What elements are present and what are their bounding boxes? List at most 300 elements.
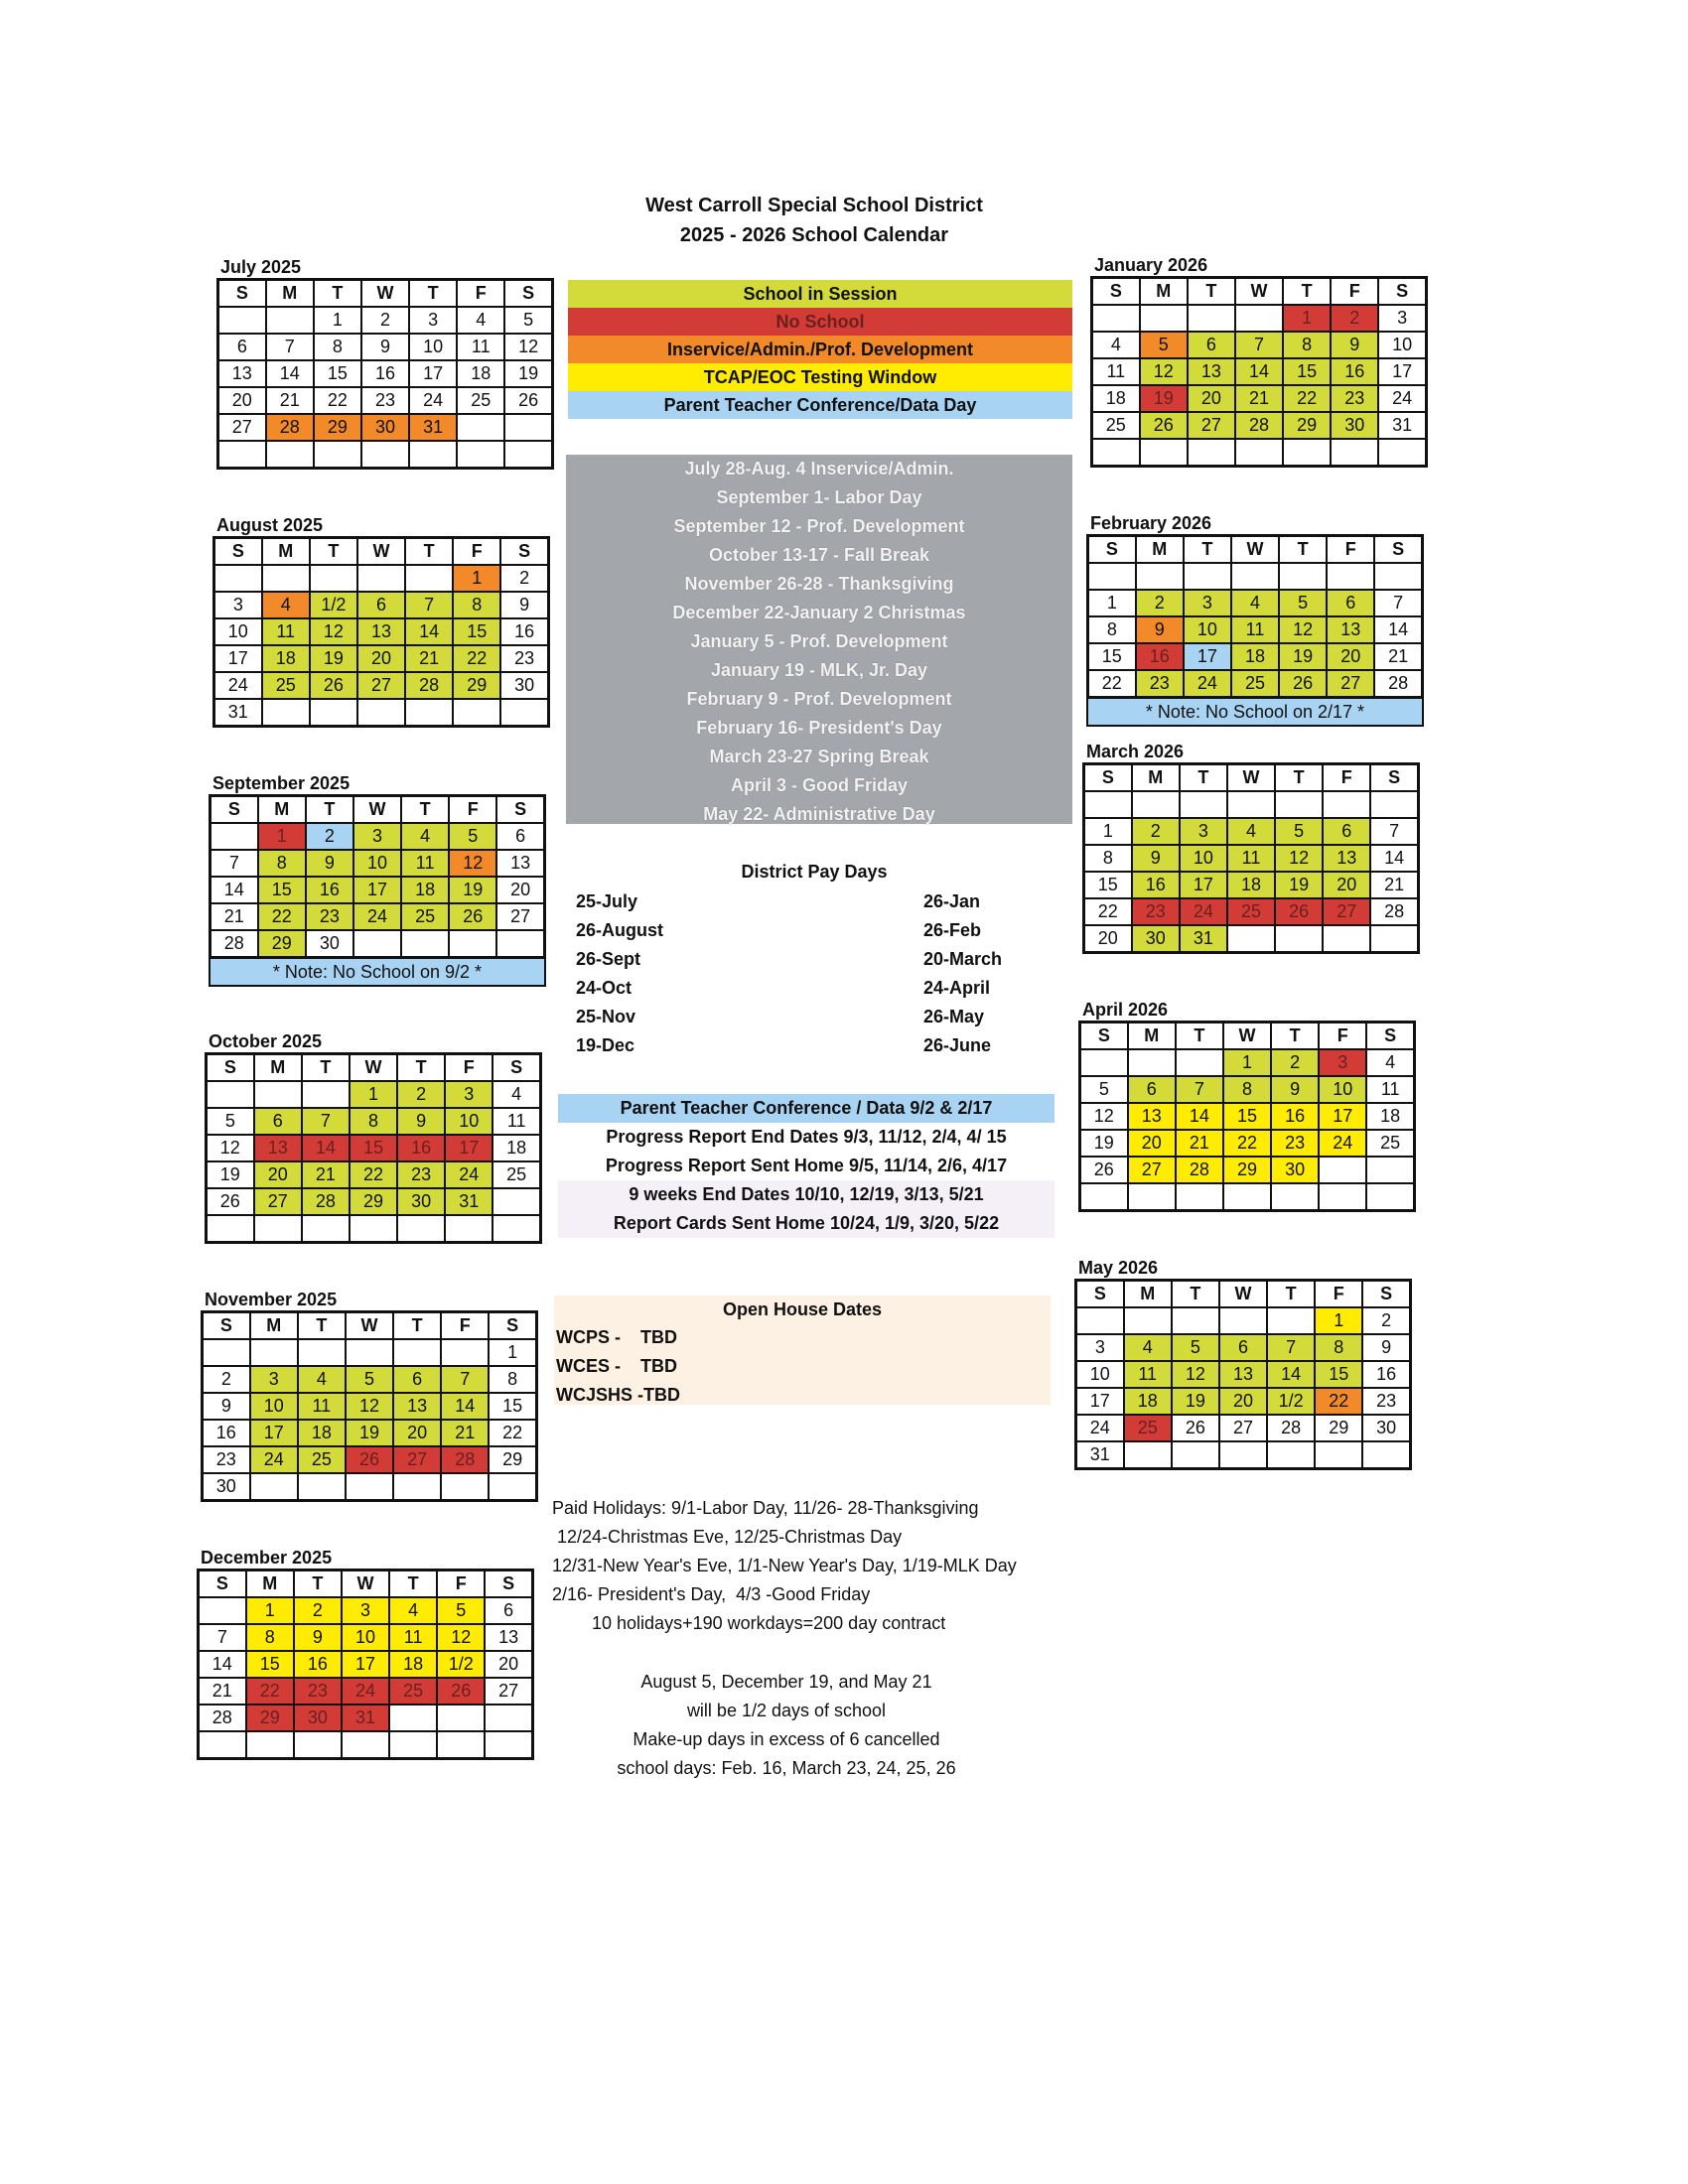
day-cell (1323, 925, 1370, 953)
pay-day: 26-Feb (923, 920, 982, 940)
month-grid (212, 536, 550, 728)
day-cell: 21 (1370, 872, 1418, 898)
weekday-header: M (250, 1312, 298, 1340)
day-cell: 9 (1132, 845, 1180, 872)
day-cell: 16 (306, 877, 353, 903)
day-cell: 27 (1188, 412, 1235, 439)
day-cell: 10 (353, 850, 401, 877)
day-cell: 1 (258, 823, 306, 850)
day-cell: 28 (302, 1188, 350, 1215)
weekday-header: T (1176, 1023, 1223, 1050)
weekday-header: F (1319, 1023, 1366, 1050)
day-cell: 20 (485, 1651, 532, 1678)
weekday-header: T (1271, 1023, 1319, 1050)
half-days-notes (578, 1668, 995, 1783)
day-cell: 1/2 (437, 1651, 485, 1678)
day-cell (1227, 925, 1275, 953)
day-cell (453, 699, 500, 727)
day-cell (1176, 1049, 1223, 1076)
paid-holidays (552, 1494, 1108, 1638)
day-cell: 22 (1084, 898, 1132, 925)
month-grid (216, 278, 554, 470)
day-cell: 24 (1319, 1130, 1366, 1157)
day-cell: 12 (1172, 1361, 1219, 1388)
day-cell: 18 (1231, 643, 1279, 670)
week-row (199, 1705, 533, 1731)
day-cell (1223, 1183, 1271, 1211)
day-cell: 14 (211, 877, 258, 903)
paid-holidays-line: 12/31-New Year's Eve, 1/1-New Year's Day, 1/19-MLK Day (552, 1556, 1017, 1575)
day-cell (389, 1705, 437, 1731)
day-cell: 19 (1275, 872, 1323, 898)
day-cell: 29 (314, 414, 361, 441)
key-events-box (566, 455, 1072, 824)
week-row (1076, 1334, 1411, 1361)
day-cell: 19 (346, 1420, 393, 1446)
day-cell: 7 (1267, 1334, 1315, 1361)
weekday-header: T (1188, 278, 1235, 306)
day-cell: 26 (1172, 1415, 1219, 1441)
day-cell (1184, 563, 1231, 590)
district-title: West Carroll Special School District (645, 195, 983, 216)
day-cell: 29 (350, 1188, 397, 1215)
weekday-header: T (1172, 1281, 1219, 1308)
day-cell: 21 (211, 903, 258, 930)
day-cell: 5 (1279, 590, 1327, 616)
day-cell (457, 414, 504, 441)
day-cell: 26 (449, 903, 496, 930)
weekday-header: T (409, 280, 457, 308)
day-cell: 6 (218, 334, 266, 360)
day-cell: 10 (1184, 616, 1231, 643)
day-cell (254, 1215, 302, 1243)
day-cell: 11 (389, 1624, 437, 1651)
day-cell: 16 (1331, 358, 1378, 385)
day-cell: 18 (457, 360, 504, 387)
weekday-header: F (445, 1054, 492, 1082)
weekday-header: S (492, 1054, 540, 1082)
day-cell: 21 (302, 1161, 350, 1188)
day-cell: 16 (1362, 1361, 1410, 1388)
day-cell (489, 1473, 536, 1501)
day-cell: 8 (1283, 332, 1331, 358)
weekday-header: S (1092, 278, 1140, 306)
day-cell: 26 (1279, 670, 1327, 698)
month-september-2025 (209, 772, 546, 987)
day-cell (492, 1188, 540, 1215)
day-cell (485, 1731, 532, 1759)
pay-day: 24-Oct (576, 978, 633, 998)
day-cell (1172, 1441, 1219, 1469)
day-cell: 26 (1080, 1157, 1128, 1183)
day-cell: 22 (453, 645, 500, 672)
day-cell: 16 (397, 1135, 445, 1161)
day-cell (1180, 791, 1227, 818)
day-cell: 20 (357, 645, 405, 672)
day-cell: 27 (1219, 1415, 1267, 1441)
legend-parent-teacher-conference: Parent Teacher Conference/Data Day (568, 391, 1072, 419)
weekday-header: F (1327, 536, 1374, 564)
day-cell: 27 (1323, 898, 1370, 925)
day-cell (1088, 563, 1136, 590)
day-cell: 1 (246, 1597, 294, 1624)
day-cell (441, 1473, 489, 1501)
day-cell (250, 1339, 298, 1366)
day-cell: 30 (500, 672, 548, 699)
day-cell: 23 (397, 1161, 445, 1188)
day-cell: 4 (492, 1081, 540, 1108)
day-cell: 8 (453, 592, 500, 618)
week-row (1084, 818, 1419, 845)
day-cell (254, 1081, 302, 1108)
day-cell (1219, 1441, 1267, 1469)
day-cell: 28 (199, 1705, 246, 1731)
day-cell: 3 (1378, 305, 1426, 332)
day-cell: 8 (258, 850, 306, 877)
day-cell: 17 (353, 877, 401, 903)
paid-holidays-line: Paid Holidays: 9/1-Labor Day, 11/26- 28-Thanksgiving (552, 1498, 979, 1518)
day-cell: 2 (1271, 1049, 1319, 1076)
day-cell (310, 565, 357, 592)
day-cell (393, 1339, 441, 1366)
weekday-header: S (1370, 764, 1418, 792)
day-cell (302, 1081, 350, 1108)
no-school-note: * Note: No School on 9/2 * (209, 959, 546, 987)
day-cell: 16 (361, 360, 409, 387)
day-cell: 14 (199, 1651, 246, 1678)
day-cell: 7 (1176, 1076, 1223, 1103)
pay-day: 25-July (576, 891, 638, 911)
day-cell (445, 1215, 492, 1243)
day-cell (1172, 1307, 1219, 1334)
day-cell: 24 (353, 903, 401, 930)
day-cell (218, 441, 266, 469)
open-house-dates (554, 1296, 1051, 1405)
month-march-2026 (1082, 741, 1420, 954)
day-cell: 31 (1076, 1441, 1124, 1469)
parent-teacher-conference-dates: Parent Teacher Conference / Data 9/2 & 2/17 (558, 1094, 1055, 1123)
day-cell (1140, 305, 1188, 332)
day-cell: 22 (246, 1678, 294, 1705)
week-row (1076, 1307, 1411, 1334)
week-row (1080, 1157, 1415, 1183)
day-cell: 13 (1128, 1103, 1176, 1130)
day-cell: 8 (350, 1108, 397, 1135)
day-cell: 31 (214, 699, 262, 727)
week-row (218, 387, 553, 414)
day-cell: 17 (1180, 872, 1227, 898)
weekday-header: F (1323, 764, 1370, 792)
day-cell (211, 823, 258, 850)
day-cell: 12 (346, 1393, 393, 1420)
weekday-header: S (1088, 536, 1136, 564)
day-cell: 13 (1188, 358, 1235, 385)
day-cell: 8 (246, 1624, 294, 1651)
day-cell: 17 (409, 360, 457, 387)
weekday-header: S (218, 280, 266, 308)
week-row (218, 307, 553, 334)
week-row (1076, 1361, 1411, 1388)
week-row (1084, 898, 1419, 925)
month-name: November 2025 (205, 1290, 338, 1309)
open-house-row: WCPS - TBD (556, 1327, 677, 1347)
day-cell: 12 (207, 1135, 254, 1161)
day-cell: 25 (492, 1161, 540, 1188)
week-row (214, 699, 549, 727)
day-cell: 7 (302, 1108, 350, 1135)
event-item: December 22-January 2 Christmas (672, 603, 966, 622)
day-cell: 30 (1271, 1157, 1319, 1183)
progress-report-sent-home: Progress Report Sent Home 9/5, 11/14, 2/6, 4/17 (605, 1156, 1008, 1175)
week-row (199, 1731, 533, 1759)
paid-holidays-line: 12/24-Christmas Eve, 12/25-Christmas Day (552, 1527, 903, 1547)
week-row (218, 334, 553, 360)
weekday-header: F (1315, 1281, 1362, 1308)
month-august-2025 (212, 514, 550, 728)
day-cell: 5 (504, 307, 552, 334)
day-cell: 27 (1128, 1157, 1176, 1183)
day-cell: 8 (489, 1366, 536, 1393)
day-cell: 9 (294, 1624, 342, 1651)
district-pay-days (576, 862, 1053, 1060)
day-cell: 26 (207, 1188, 254, 1215)
week-row (1092, 305, 1427, 332)
month-name: October 2025 (209, 1031, 323, 1051)
no-school-note: * Note: No School on 2/17 * (1086, 699, 1424, 727)
day-cell (250, 1473, 298, 1501)
day-cell: 21 (266, 387, 314, 414)
day-cell: 5 (207, 1108, 254, 1135)
event-item: April 3 - Good Friday (730, 775, 908, 795)
day-cell: 16 (203, 1420, 250, 1446)
week-row (1080, 1076, 1415, 1103)
weekday-header: S (1362, 1281, 1410, 1308)
weekday-header: T (405, 538, 453, 566)
weekday-header: S (1374, 536, 1422, 564)
half-days-line: August 5, December 19, and May 21 (640, 1672, 932, 1692)
event-item: October 13-17 - Fall Break (708, 545, 930, 565)
day-cell: 1 (1088, 590, 1136, 616)
weekday-header: T (401, 796, 449, 824)
weekday-header: S (199, 1570, 246, 1598)
day-cell: 19 (310, 645, 357, 672)
day-cell (1279, 563, 1327, 590)
day-cell: 30 (294, 1705, 342, 1731)
weekday-header: S (1080, 1023, 1128, 1050)
day-cell: 26 (504, 387, 552, 414)
day-cell: 15 (246, 1651, 294, 1678)
day-cell (294, 1731, 342, 1759)
day-cell: 14 (1176, 1103, 1223, 1130)
day-cell (1362, 1441, 1410, 1469)
month-february-2026 (1086, 512, 1424, 727)
day-cell: 26 (1275, 898, 1323, 925)
day-cell: 11 (1124, 1361, 1172, 1388)
day-cell: 18 (401, 877, 449, 903)
day-cell: 29 (453, 672, 500, 699)
day-cell: 12 (1279, 616, 1327, 643)
day-cell: 18 (1124, 1388, 1172, 1415)
day-cell: 11 (1227, 845, 1275, 872)
day-cell: 4 (401, 823, 449, 850)
day-cell: 28 (266, 414, 314, 441)
weekday-header: T (314, 280, 361, 308)
weekday-header: S (1076, 1281, 1124, 1308)
weekday-header: S (211, 796, 258, 824)
day-cell: 30 (1331, 412, 1378, 439)
weekday-header: M (258, 796, 306, 824)
day-cell: 27 (254, 1188, 302, 1215)
weekday-header: T (1267, 1281, 1315, 1308)
day-cell (298, 1473, 346, 1501)
makeup-days-line: school days: Feb. 16, March 23, 24, 25, 26 (617, 1758, 956, 1778)
day-cell: 25 (1092, 412, 1140, 439)
day-cell: 30 (203, 1473, 250, 1501)
day-cell (500, 699, 548, 727)
week-row (214, 645, 549, 672)
event-item: September 1- Labor Day (716, 487, 922, 507)
day-cell: 11 (401, 850, 449, 877)
day-cell (441, 1339, 489, 1366)
day-cell (1374, 563, 1422, 590)
day-cell: 17 (1378, 358, 1426, 385)
day-cell (218, 307, 266, 334)
day-cell: 9 (306, 850, 353, 877)
day-cell: 23 (361, 387, 409, 414)
month-april-2026 (1078, 999, 1416, 1212)
month-grid (1090, 276, 1428, 468)
legend-school-in-session: School in Session (568, 280, 1072, 308)
day-cell (346, 1473, 393, 1501)
day-cell: 3 (1319, 1049, 1366, 1076)
day-cell: 6 (1188, 332, 1235, 358)
day-cell (492, 1215, 540, 1243)
day-cell (1080, 1049, 1128, 1076)
day-cell: 7 (211, 850, 258, 877)
month-grid (201, 1310, 538, 1502)
open-house-title: Open House Dates (722, 1299, 883, 1319)
week-row (1084, 872, 1419, 898)
weekday-header: M (246, 1570, 294, 1598)
event-item: November 26-28 - Thanksgiving (684, 574, 954, 594)
day-cell: 21 (199, 1678, 246, 1705)
day-cell: 11 (1092, 358, 1140, 385)
day-cell: 23 (1331, 385, 1378, 412)
day-cell (357, 699, 405, 727)
day-cell: 8 (1084, 845, 1132, 872)
day-cell: 23 (203, 1446, 250, 1473)
day-cell: 23 (1132, 898, 1180, 925)
day-cell: 1/2 (1267, 1388, 1315, 1415)
weekday-header: T (298, 1312, 346, 1340)
day-cell: 28 (441, 1446, 489, 1473)
week-row (1084, 845, 1419, 872)
day-cell: 8 (314, 334, 361, 360)
day-cell: 22 (258, 903, 306, 930)
weekday-header: S (496, 796, 544, 824)
day-cell: 18 (1227, 872, 1275, 898)
month-december-2025 (197, 1547, 534, 1760)
week-row (1080, 1103, 1415, 1130)
day-cell: 23 (1271, 1130, 1319, 1157)
day-cell: 15 (1315, 1361, 1362, 1388)
day-cell: 25 (298, 1446, 346, 1473)
day-cell: 15 (489, 1393, 536, 1420)
day-cell: 4 (457, 307, 504, 334)
day-cell: 6 (393, 1366, 441, 1393)
day-cell: 9 (203, 1393, 250, 1420)
day-cell: 14 (405, 618, 453, 645)
week-row (1080, 1183, 1415, 1211)
weekday-header: M (1136, 536, 1184, 564)
day-cell (246, 1731, 294, 1759)
weekday-header: M (1132, 764, 1180, 792)
day-cell: 10 (1076, 1361, 1124, 1388)
day-cell: 20 (1084, 925, 1132, 953)
day-cell: 20 (1219, 1388, 1267, 1415)
day-cell: 9 (397, 1108, 445, 1135)
day-cell: 18 (1366, 1103, 1414, 1130)
day-cell: 21 (441, 1420, 489, 1446)
weekday-header: T (310, 538, 357, 566)
day-cell: 25 (262, 672, 310, 699)
day-cell: 6 (1327, 590, 1374, 616)
day-cell (1080, 1183, 1128, 1211)
paid-holidays-line: 2/16- President's Day, 4/3 -Good Friday (552, 1584, 871, 1604)
day-cell: 13 (496, 850, 544, 877)
day-cell: 2 (397, 1081, 445, 1108)
month-july-2025 (216, 256, 554, 470)
event-item: January 19 - MLK, Jr. Day (710, 660, 928, 680)
day-cell: 7 (266, 334, 314, 360)
day-cell: 10 (342, 1624, 389, 1651)
day-cell: 31 (342, 1705, 389, 1731)
day-cell: 31 (409, 414, 457, 441)
day-cell: 15 (453, 618, 500, 645)
nine-weeks-end-dates: 9 weeks End Dates 10/10, 12/19, 3/13, 5/21 (558, 1180, 1055, 1209)
week-row (214, 565, 549, 592)
day-cell (1132, 791, 1180, 818)
week-row (207, 1188, 541, 1215)
pay-day: 26-Jan (923, 891, 981, 911)
day-cell: 4 (298, 1366, 346, 1393)
day-cell: 28 (1176, 1157, 1223, 1183)
weekday-header: W (361, 280, 409, 308)
day-cell: 28 (211, 930, 258, 958)
weekday-header: W (1235, 278, 1283, 306)
week-row (214, 592, 549, 618)
day-cell: 19 (504, 360, 552, 387)
day-cell (1319, 1157, 1366, 1183)
day-cell: 7 (1370, 818, 1418, 845)
day-cell (1092, 305, 1140, 332)
day-cell: 1 (1283, 305, 1331, 332)
day-cell: 22 (1223, 1130, 1271, 1157)
day-cell: 30 (1362, 1415, 1410, 1441)
day-cell (409, 441, 457, 469)
day-cell: 16 (1136, 643, 1184, 670)
day-cell: 4 (1227, 818, 1275, 845)
weekday-header: F (457, 280, 504, 308)
day-cell: 24 (1378, 385, 1426, 412)
weekday-header: S (207, 1054, 254, 1082)
day-cell: 19 (207, 1161, 254, 1188)
day-cell: 20 (254, 1161, 302, 1188)
day-cell (298, 1339, 346, 1366)
day-cell (401, 930, 449, 958)
day-cell (496, 930, 544, 958)
week-row (211, 877, 545, 903)
